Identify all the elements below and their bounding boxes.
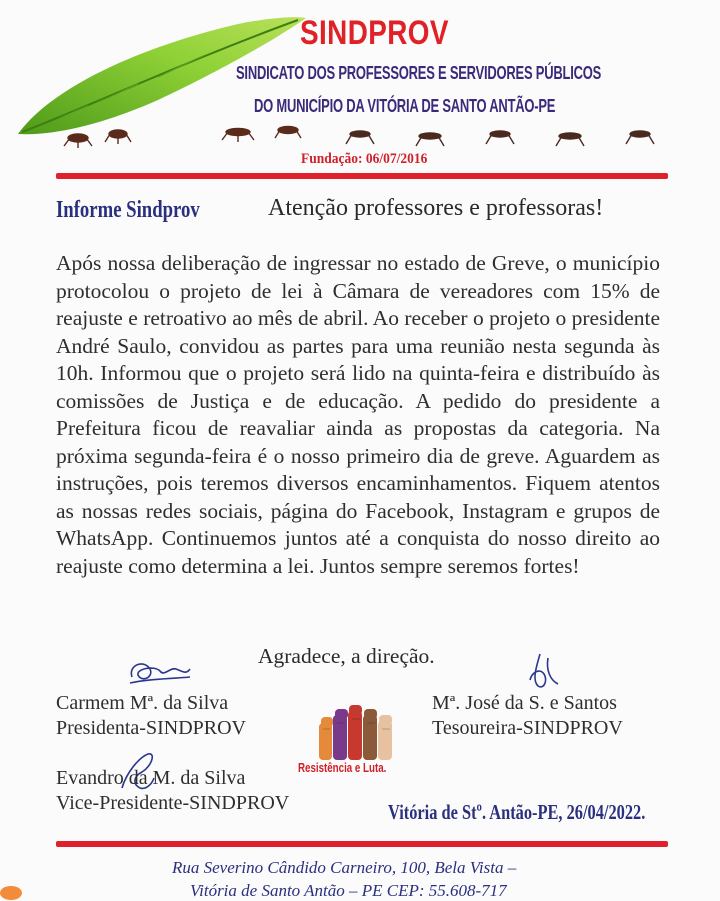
org-subtitle-line2: DO MUNICÍPIO DA VITÓRIA DE SANTO ANTÃO-PE	[254, 96, 556, 116]
signature-name: Evandro da M. da Silva	[56, 767, 246, 789]
signature-name: Carmem Mª. da Silva	[56, 692, 229, 714]
leaf-with-ants-icon	[8, 2, 308, 167]
notice-body-text: Após nossa deliberação de ingressar no estado de Greve, o município protocolou o projeto de lei à Câmara de vereadores com 15% de reajuste e retroativo ao mês de abril. Ao receber o projeto o presidente André Saulo, convidou as partes para uma reunião nesta segunda às 10h. Informou que o projeto será lido na quinta-feira e distribuído às comissões de Justiça e de educação. A pedido do presidente a Prefeitura ficou de reavaliar ainda as propostas da categoria. Na próxima segunda-feira é o nosso primeiro dia de greve. Aguardem as instruções, pois teremos diversos encaminhamentos. Fiquem atentos as nossas redes sociais, página do Facebook, Instagram e grupos de WhatsApp. Continuemos juntos até a conquista do nosso direito ao reajuste como determina a lei. Juntos sempre seremos fortes!	[56, 251, 660, 578]
bottom-divider	[56, 841, 668, 847]
org-subtitle-line1: SINDICATO DOS PROFESSORES E SERVIDORES PÚBLICOS	[236, 63, 602, 83]
signature-scribble	[124, 655, 194, 691]
place-date: Vitória de Stº. Antão-PE, 26/04/2022.	[388, 800, 646, 824]
top-divider	[56, 173, 668, 179]
signature-role: Vice-Presidente-SINDPROV	[56, 792, 290, 814]
raised-fists-icon	[315, 705, 399, 760]
notice-body	[56, 250, 660, 580]
signature-role: Presidenta-SINDPROV	[56, 717, 246, 739]
org-name: SINDPROV	[300, 14, 449, 52]
motto: Resistência e Luta.	[298, 760, 387, 775]
signature-scribble	[518, 650, 568, 692]
corner-decoration	[0, 886, 22, 900]
foundation-date: Fundação: 06/07/2016	[301, 151, 428, 167]
thanks-line: Agradece, a direção.	[258, 644, 435, 668]
address-line1: Rua Severino Cândido Carneiro, 100, Bela Vista –	[172, 858, 517, 877]
ants-trail-icon	[340, 122, 670, 152]
notice-heading: Atenção professores e professoras!	[268, 195, 604, 221]
notice-label: Informe Sindprov	[56, 197, 200, 223]
address-line2: Vitória de Santo Antão – PE CEP: 55.608-717	[190, 881, 507, 900]
signature-name: Mª. José da S. e Santos	[432, 692, 617, 714]
signature-role: Tesoureira-SINDPROV	[432, 717, 623, 739]
